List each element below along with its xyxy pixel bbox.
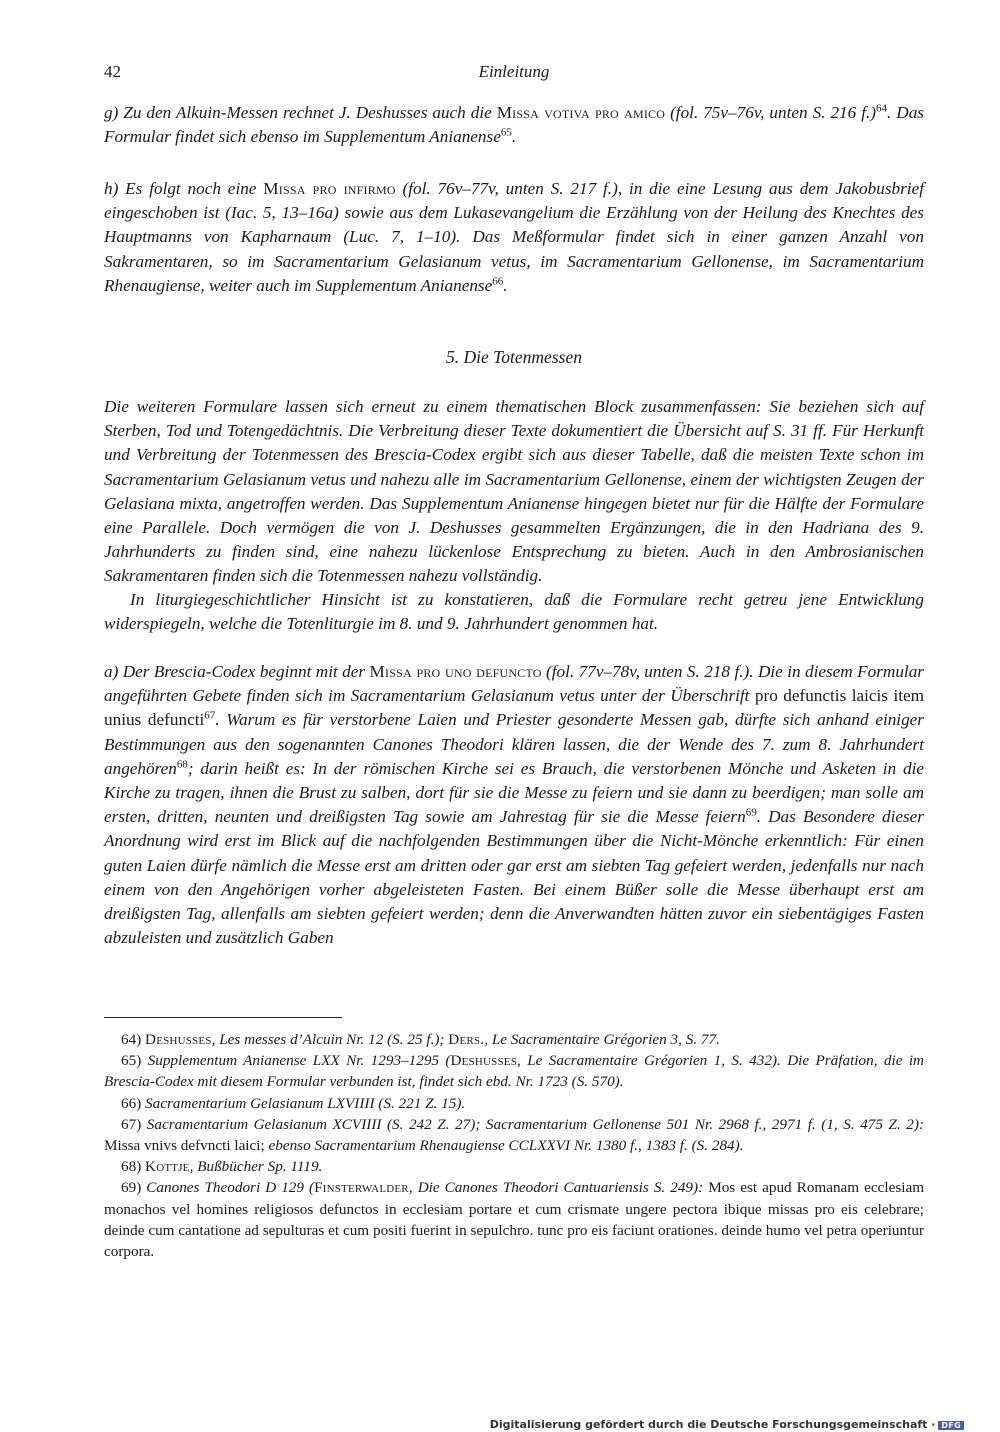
- author-name: Kottje: [145, 1158, 190, 1176]
- text: Sacramentarium Gelasianum LXVIIII (S. 221 Z. 15).: [145, 1094, 466, 1112]
- text: , Bußbücher Sp. 1119.: [189, 1158, 323, 1176]
- dfg-logo: DFG: [938, 1421, 964, 1430]
- paragraph-a: [104, 660, 924, 950]
- footnote-ref: 66: [492, 275, 504, 288]
- footnote-65: [104, 1050, 924, 1092]
- text: . Das Formular findet sich ebenso im Supplementum Anianense: [104, 103, 924, 147]
- author-name: Deshusses: [145, 1031, 212, 1048]
- text: , Les messes d’Alcuin Nr. 12 (S. 25 f.);: [211, 1031, 449, 1048]
- author-name: Ders.: [448, 1031, 485, 1048]
- text: , Le Sacramentaire Grégorien 1, S. 432). Die Präfation, die im Brescia-Codex mit diesem Formular verbunden ist, findet sich ebd. Nr. 1723 (S. 570).: [104, 1052, 925, 1091]
- footnote-number: 65): [121, 1052, 148, 1070]
- author-name: Deshusses: [450, 1052, 518, 1070]
- footnote-number: 69): [121, 1179, 147, 1197]
- text: ; darin heißt es: In der römischen Kirche sei es Brauch, die verstorbenen Mönche und Asketen in die Kirche zu tragen, ihnen die Brust zu salben, dort für sie die Messe zu feiern und sie dann zu beerdigen; man solle am ersten, dritten, neunten und dreißigsten Tag sowie am Jahrestag für sie die Messe feiern: [104, 758, 924, 827]
- text: .: [503, 275, 508, 295]
- paragraph-liturgy: In liturgiegeschichtlicher Hinsicht ist zu konstatieren, daß die Formulare recht getreu jene Entwicklung widerspiegeln, welche die Totenliturgie im 8. und 9. Jahrhundert genommen hat.: [104, 590, 924, 634]
- paragraph-h: [104, 177, 924, 298]
- digitization-footer: [490, 1418, 964, 1431]
- footnote-number: 64): [121, 1031, 146, 1048]
- text: .: [511, 127, 517, 147]
- text: a) Der Brescia-Codex beginnt mit der: [104, 662, 370, 681]
- missa-title: Missa pro uno defuncto: [369, 662, 542, 681]
- page-number: 42: [104, 62, 121, 81]
- text: (fol. 76v–77v, unten S. 217 f.), in die eine Lesung aus dem Jakobusbrief eingeschoben ist (Iac. 5, 13–16a) sowie aus dem Lukasevangelium die Erzählung von der Heilung des Knechtes des Hauptmanns von Kapharnaum (Luc. 7, 1–10). Das Meßformular findet sich in einer ganzen Anzahl von Sakramentaren, so im Sacramentarium Gelasianum vetus, im Sacramentarium Gellonense, im Sacramentarium Rhenaugiense, weiter auch im Supplementum Anianense: [104, 179, 924, 295]
- text: Sacramentarium Gelasianum XCVIIII (S. 242 Z. 27); Sacramentarium Gellonense 501 Nr. 2968 f., 2971 f. (1, S. 475 Z. 2):: [146, 1115, 925, 1133]
- footnote-66: [104, 1093, 924, 1114]
- footnote-ref: 69: [745, 806, 757, 819]
- paragraph-intro: Die weiteren Formulare lassen sich erneut zu einem thematischen Block zusammenfassen: Sie beziehen sich auf Sterben, Tod und Totengedächtnis. Die Verbreitung dieser Texte dokumentiert die Übersicht auf S. 31 ff. Für Herkunft und Verbreitung der Totenmessen des Brescia-Codex ergibt sich aus dieser Tabelle, daß die meisten Texte schon im Sacramentarium Gelasianum vetus und nahezu alle im Sacramentarium Gellonense, einem der wichtigsten Zeugen der Gelasiana mixta, angetroffen werden. Das Supplementum Anianense hingegen bietet nur für die Hälfte der Formulare eine Parallele. Doch vermögen die von J. Deshusses gesammelten Ergänzungen, die in den Hadriana des 9. Jahrhunderts zu finden sind, eine nahezu lückenlose Entsprechung zu bieten. Auch in den Ambrosianischen Sakramentaren finden sich die Totenmessen nahezu vollständig.: [104, 397, 924, 586]
- text: (fol. 77v–78v, unten S. 218 f.). Die in diesem Formular angeführten Gebete finden sich im Sacramentarium Gelasianum vetus unter der Überschrift: [104, 662, 924, 706]
- footnote-number: 68): [121, 1158, 146, 1176]
- missa-title: Missa votiva pro amico: [496, 103, 666, 122]
- footnote-number: 67): [121, 1115, 147, 1133]
- text: (fol. 75v–76v, unten S. 216 f.): [665, 103, 877, 122]
- footnote-ref: 68: [176, 758, 188, 771]
- text: ebenso Sacramentarium Rhenaugiense CCLXXVI Nr. 1380 f., 1383 f. (S. 284).: [264, 1137, 744, 1155]
- footnote-ref: 67: [204, 709, 216, 722]
- text: , Die Canones Theodori Cantuariensis S. 249):: [408, 1179, 709, 1197]
- text: Supplementum Anianense LXX Nr. 1293–1295 (: [147, 1052, 451, 1070]
- footnote-68: [104, 1156, 924, 1177]
- footnote-64: [104, 1029, 924, 1050]
- text: Canones Theodori D 129 (: [146, 1179, 315, 1197]
- footnote-ref: 64: [876, 102, 888, 115]
- footnote-divider: [104, 1017, 342, 1018]
- footnote-69: [104, 1177, 924, 1262]
- latin-quote: pro defunctis laicis item unius defuncti: [104, 686, 924, 730]
- text: h) Es folgt noch eine: [104, 179, 264, 198]
- latin-quote: Mos est apud Romanam ecclesiam monachos vel homines religiosos defunctos in ecclesiam portare et cum crismate ungere pectora ibique missas pro eis celebrare; deinde cum cantatione ad sepulturas et cum positi fuerint in sepulchro. tunc pro eis faciunt orationes. deinde humo vel petra operiuntur corpora.: [104, 1179, 925, 1261]
- footnote-ref: 65: [500, 126, 512, 139]
- text: . Warum es für verstorbene Laien und Priester gesonderte Messen gab, dürfte sich anhand einiger Bestimmungen aus den sogenannten Canones Theodori klären lassen, die der Wende des 7. zum 8. Jahrhundert angehören: [104, 710, 924, 778]
- footnote-number: 66): [121, 1094, 146, 1112]
- paragraph-g: [104, 101, 924, 149]
- footnotes: [104, 1029, 924, 1262]
- text: g) Zu den Alkuin-Messen rechnet J. Deshusses auch die: [104, 103, 497, 122]
- section-heading: 5. Die Totenmessen: [446, 347, 582, 367]
- footer-text: Digitalisierung gefördert durch die Deutsche Forschungsgemeinschaft ·: [489, 1418, 936, 1431]
- running-title: Einleitung: [478, 62, 550, 81]
- author-name: Finsterwalder: [314, 1179, 409, 1197]
- text: , Le Sacramentaire Grégorien 3, S. 77.: [484, 1031, 720, 1048]
- footnote-67: [104, 1114, 924, 1156]
- missa-title: Missa pro infirmo: [263, 179, 396, 198]
- text: . Das Besondere dieser Anordnung wird erst im Blick auf die nachfolgenden Bestimmungen über die Nicht-Mönche erkenntlich: Für einen guten Laien dürfe nämlich die Messe erst am dritten oder gar erst am siebten Tag gefeiert werden, jedenfalls nur nach einem von den Angehörigen vorher abgeleisteten Fasten. Bei einem Büßer solle die Messe überhaupt erst am dreißigsten Tag, allenfalls am siebten gefeiert werden; denn die Anverwandten hätten zuvor ein siebentägiges Fasten abzuleisten und zusätzlich Gaben: [104, 807, 924, 948]
- latin-quote: Missa vnivs defvncti laici;: [104, 1137, 265, 1155]
